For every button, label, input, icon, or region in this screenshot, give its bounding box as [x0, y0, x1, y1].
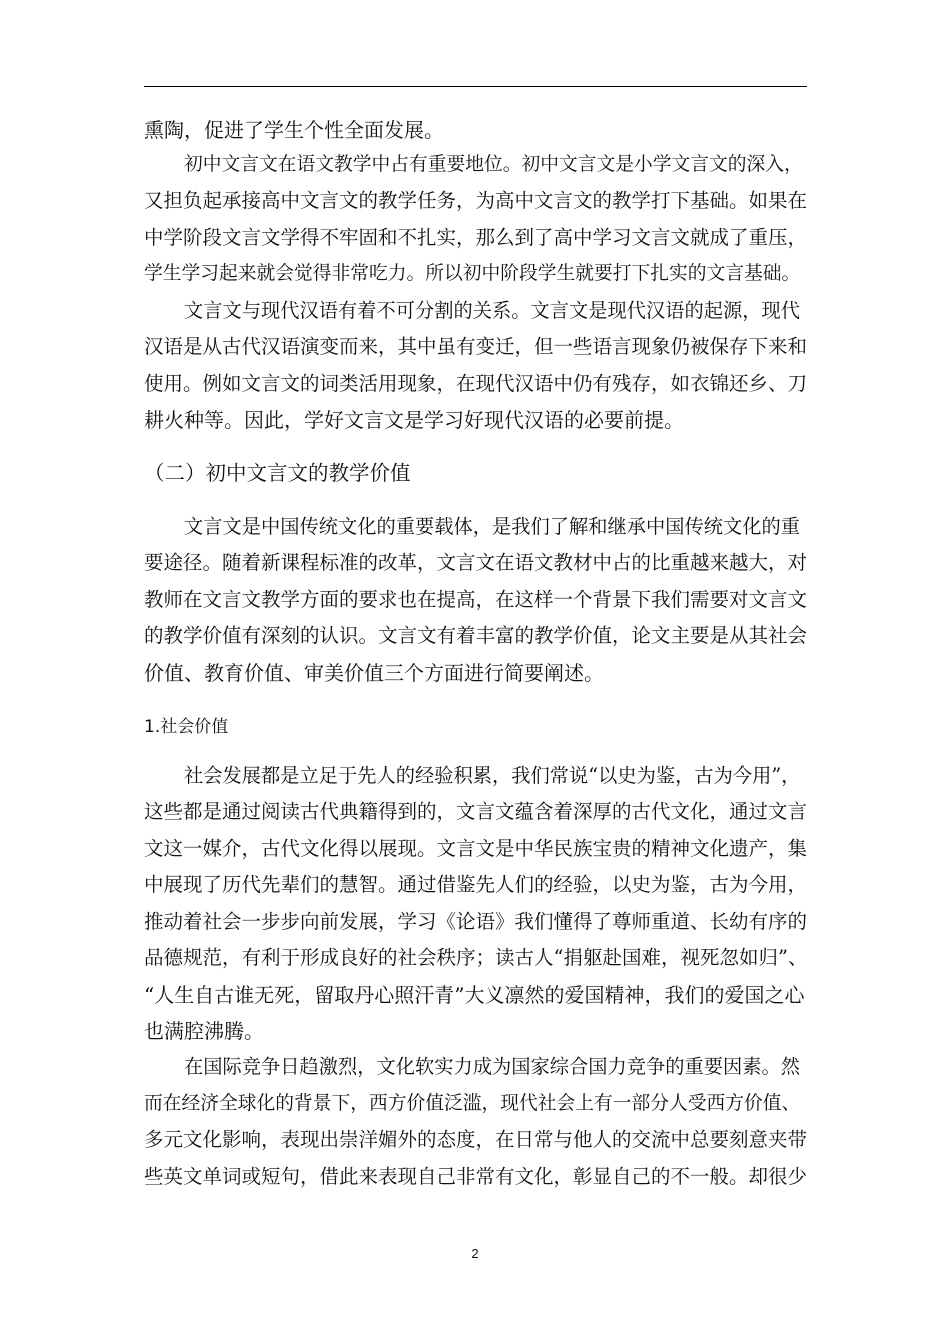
page-number: 2	[471, 1246, 479, 1261]
text-line: 使用。例如文言文的词类活用现象，在现代汉语中仍有残存，如衣锦还乡、刀	[144, 372, 808, 395]
subsection-heading: 1.社会价值	[144, 717, 229, 737]
text-line: 价值、教育价值、审美价值三个方面进行简要阐述。	[144, 661, 604, 685]
text-line: 多元文化影响，表现出崇洋媚外的态度，在日常与他人的交流中总要刻意夹带	[144, 1128, 808, 1151]
text-line: 些英文单词或短句，借此来表现自己非常有文化，彰显自己的不一般。却很少	[144, 1165, 808, 1188]
text-line: 推动着社会一步步向前发展，学习《论语》我们懂得了尊师重道、长幼有序的	[144, 910, 808, 933]
text-line: 文言文是中国传统文化的重要载体，是我们了解和继承中国传统文化的重	[184, 515, 800, 538]
text-line: 文言文与现代汉语有着不可分割的关系。文言文是现代汉语的起源，现代	[184, 299, 800, 322]
header-rule	[144, 86, 807, 87]
text-line: 又担负起承接高中文言文的教学任务，为高中文言文的教学打下基础。如果在	[144, 189, 808, 212]
text-line: 汉语是从古代汉语演变而来，其中虽有变迁，但一些语言现象仍被保存下来和	[144, 335, 808, 358]
text-line: 文这一媒介，古代文化得以展现。文言文是中华民族宝贵的精神文化遗产，集	[144, 837, 808, 860]
text-line: 要途径。随着新课程标准的改革，文言文在语文教材中占的比重越来越大，对	[144, 551, 808, 574]
text-line: 这些都是通过阅读古代典籍得到的，文言文蕴含着深厚的古代文化，通过文言	[144, 800, 808, 823]
text-line: 学生学习起来就会觉得非常吃力。所以初中阶段学生就要打下扎实的文言基础。	[144, 263, 801, 284]
text-line: 品德规范，有利于形成良好的社会秩序；读古人“捐躯赴国难，视死忽如归”、	[144, 946, 808, 969]
section-heading: （二）初中文言文的教学价值	[144, 461, 411, 485]
text-line: 中展现了历代先辈们的慧智。通过借鉴先人们的经验，以史为鉴，古为今用，	[144, 873, 808, 896]
text-line: 也满腔沸腾。	[144, 1019, 264, 1043]
text-line: 中学阶段文言文学得不牢固和不扎实，那么到了高中学习文言文就成了重压，	[144, 226, 808, 249]
text-line: 熏陶，促进了学生个性全面发展。	[144, 118, 444, 142]
text-line: 在国际竞争日趋激烈，文化软实力成为国家综合国力竞争的重要因素。然	[184, 1055, 800, 1078]
text-line: 社会发展都是立足于先人的经验积累，我们常说“以史为鉴，古为今用”，	[184, 764, 801, 787]
text-line: “人生自古谁无死，留取丹心照汗青”大义凛然的爱国精神，我们的爱国之心	[144, 983, 805, 1007]
text-line: 耕火种等。因此，学好文言文是学习好现代汉语的必要前提。	[144, 408, 684, 432]
text-line: 教师在文言文教学方面的要求也在提高，在这样一个背景下我们需要对文言文	[144, 588, 808, 611]
text-line: 初中文言文在语文教学中占有重要地位。初中文言文是小学文言文的深入，	[184, 154, 803, 175]
text-line: 而在经济全球化的背景下，西方价值泛滥，现代社会上有一部分人受西方价值、	[144, 1093, 801, 1114]
text-line: 的教学价值有深刻的认识。文言文有着丰富的教学价值，论文主要是从其社会	[144, 624, 808, 647]
